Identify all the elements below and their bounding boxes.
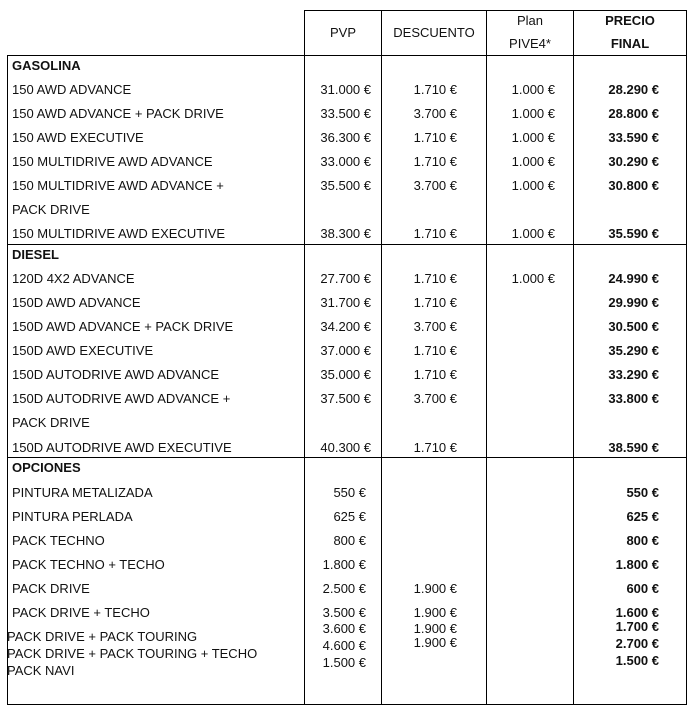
table-border-top — [304, 10, 687, 11]
option-name: PACK DRIVE + TECHO — [12, 605, 150, 620]
final-price-value: 28.290 € — [608, 82, 659, 97]
pvp-value: 31.000 € — [320, 82, 371, 97]
option-pvp-value: 550 € — [333, 485, 366, 500]
header-precio-line2: FINAL — [610, 36, 650, 51]
header-precio-line1: PRECIO — [605, 13, 655, 28]
section-divider-diesel — [7, 244, 687, 245]
section-title-opciones: OPCIONES — [12, 460, 81, 475]
option-pvp-value: 625 € — [333, 509, 366, 524]
option-descuento-value: 1.900 € — [413, 581, 457, 596]
option-name: PACK DRIVE — [12, 581, 90, 596]
header-descuento: DESCUENTO — [393, 25, 475, 40]
pvp-value: 40.300 € — [320, 440, 371, 455]
model-name: 150D AUTODRIVE AWD ADVANCE — [12, 367, 220, 382]
section-title-gasolina: GASOLINA — [12, 58, 81, 73]
plan-value: 1.000 € — [511, 178, 555, 193]
descuento-value: 1.710 € — [413, 440, 457, 455]
pvp-value: 27.700 € — [320, 271, 371, 286]
model-name: 150 MULTIDRIVE AWD ADVANCE + — [12, 178, 224, 193]
descuento-value: 3.700 € — [413, 106, 457, 121]
option-name: PACK TECHNO — [12, 533, 105, 548]
option-final-price-value: 800 € — [626, 533, 659, 548]
final-price-value: 30.800 € — [608, 178, 659, 193]
model-name: 150D AWD ADVANCE + PACK DRIVE — [12, 319, 234, 334]
descuento-value: 1.710 € — [413, 367, 457, 382]
table-border-right — [686, 10, 687, 705]
option-final-price-value: 2.700 € — [615, 636, 659, 651]
pvp-value: 35.500 € — [320, 178, 371, 193]
option-pvp-value: 3.500 € — [322, 605, 366, 620]
option-final-price-value: 550 € — [626, 485, 659, 500]
header-plan-line1: Plan — [516, 13, 544, 28]
pvp-value: 31.700 € — [320, 295, 371, 310]
plan-value: 1.000 € — [511, 226, 555, 241]
model-name: 150D AUTODRIVE AWD EXECUTIVE — [12, 440, 232, 455]
model-name: 150D AWD EXECUTIVE — [12, 343, 154, 358]
option-final-price-value: 1.600 € — [615, 605, 659, 620]
final-price-value: 33.290 € — [608, 367, 659, 382]
pvp-value: 38.300 € — [320, 226, 371, 241]
descuento-value: 1.710 € — [413, 271, 457, 286]
option-name: PACK NAVI — [7, 663, 75, 678]
option-final-price-value: 1.500 € — [615, 653, 659, 668]
final-price-value: 28.800 € — [608, 106, 659, 121]
option-name: PINTURA METALIZADA — [12, 485, 153, 500]
pvp-value: 34.200 € — [320, 319, 371, 334]
section-title-diesel: DIESEL — [12, 247, 59, 262]
plan-value: 1.000 € — [511, 271, 555, 286]
pvp-value: 33.000 € — [320, 154, 371, 169]
option-name: PACK TECHNO + TECHO — [12, 557, 165, 572]
model-name: 150 MULTIDRIVE AWD EXECUTIVE — [12, 226, 226, 241]
option-descuento-value: 1.900 € — [413, 621, 457, 636]
pvp-value: 37.500 € — [320, 391, 371, 406]
option-descuento-value: 1.900 € — [413, 635, 457, 650]
descuento-value: 1.710 € — [413, 82, 457, 97]
descuento-value: 3.700 € — [413, 319, 457, 334]
header-pvp: PVP — [329, 25, 356, 40]
final-price-value: 30.290 € — [608, 154, 659, 169]
option-pvp-value: 800 € — [333, 533, 366, 548]
descuento-value: 1.710 € — [413, 295, 457, 310]
option-name: PINTURA PERLADA — [12, 509, 133, 524]
option-pvp-value: 1.800 € — [322, 557, 366, 572]
final-price-value: 38.590 € — [608, 440, 659, 455]
final-price-value: 24.990 € — [608, 271, 659, 286]
option-pvp-value: 2.500 € — [322, 581, 366, 596]
section-divider-opciones — [7, 457, 687, 458]
header-plan-line2: PIVE4* — [509, 36, 551, 51]
model-name-continued: PACK DRIVE — [12, 415, 90, 430]
table-border-bottom — [7, 704, 687, 705]
descuento-value: 1.710 € — [413, 226, 457, 241]
final-price-value: 33.590 € — [608, 130, 659, 145]
final-price-value: 35.590 € — [608, 226, 659, 241]
final-price-value: 29.990 € — [608, 295, 659, 310]
model-name: 150D AWD ADVANCE — [12, 295, 141, 310]
model-name: 150 AWD ADVANCE + PACK DRIVE — [12, 106, 224, 121]
option-pvp-value: 1.500 € — [322, 655, 366, 670]
plan-value: 1.000 € — [511, 106, 555, 121]
pvp-value: 33.500 € — [320, 106, 371, 121]
pvp-value: 35.000 € — [320, 367, 371, 382]
model-name-continued: PACK DRIVE — [12, 202, 90, 217]
option-pvp-value: 3.600 € — [322, 621, 366, 636]
table-border-left — [7, 55, 8, 705]
final-price-value: 35.290 € — [608, 343, 659, 358]
final-price-value: 30.500 € — [608, 319, 659, 334]
option-name: PACK DRIVE + PACK TOURING — [7, 629, 198, 644]
plan-value: 1.000 € — [511, 154, 555, 169]
descuento-value: 1.710 € — [413, 130, 457, 145]
pvp-value: 36.300 € — [320, 130, 371, 145]
pvp-value: 37.000 € — [320, 343, 371, 358]
model-name: 150 AWD ADVANCE — [12, 82, 132, 97]
descuento-value: 3.700 € — [413, 391, 457, 406]
option-pvp-value: 4.600 € — [322, 638, 366, 653]
option-final-price-value: 600 € — [626, 581, 659, 596]
plan-value: 1.000 € — [511, 82, 555, 97]
model-name: 120D 4X2 ADVANCE — [12, 271, 135, 286]
model-name: 150 MULTIDRIVE AWD ADVANCE — [12, 154, 213, 169]
option-descuento-value: 1.900 € — [413, 605, 457, 620]
model-name: 150D AUTODRIVE AWD ADVANCE + — [12, 391, 231, 406]
descuento-value: 1.710 € — [413, 154, 457, 169]
descuento-value: 1.710 € — [413, 343, 457, 358]
option-final-price-value: 625 € — [626, 509, 659, 524]
plan-value: 1.000 € — [511, 130, 555, 145]
final-price-value: 33.800 € — [608, 391, 659, 406]
descuento-value: 3.700 € — [413, 178, 457, 193]
model-name: 150 AWD EXECUTIVE — [12, 130, 144, 145]
option-final-price-value: 1.700 € — [615, 619, 659, 634]
option-name: PACK DRIVE + PACK TOURING + TECHO — [7, 646, 258, 661]
header-divider — [7, 55, 687, 56]
option-final-price-value: 1.800 € — [615, 557, 659, 572]
